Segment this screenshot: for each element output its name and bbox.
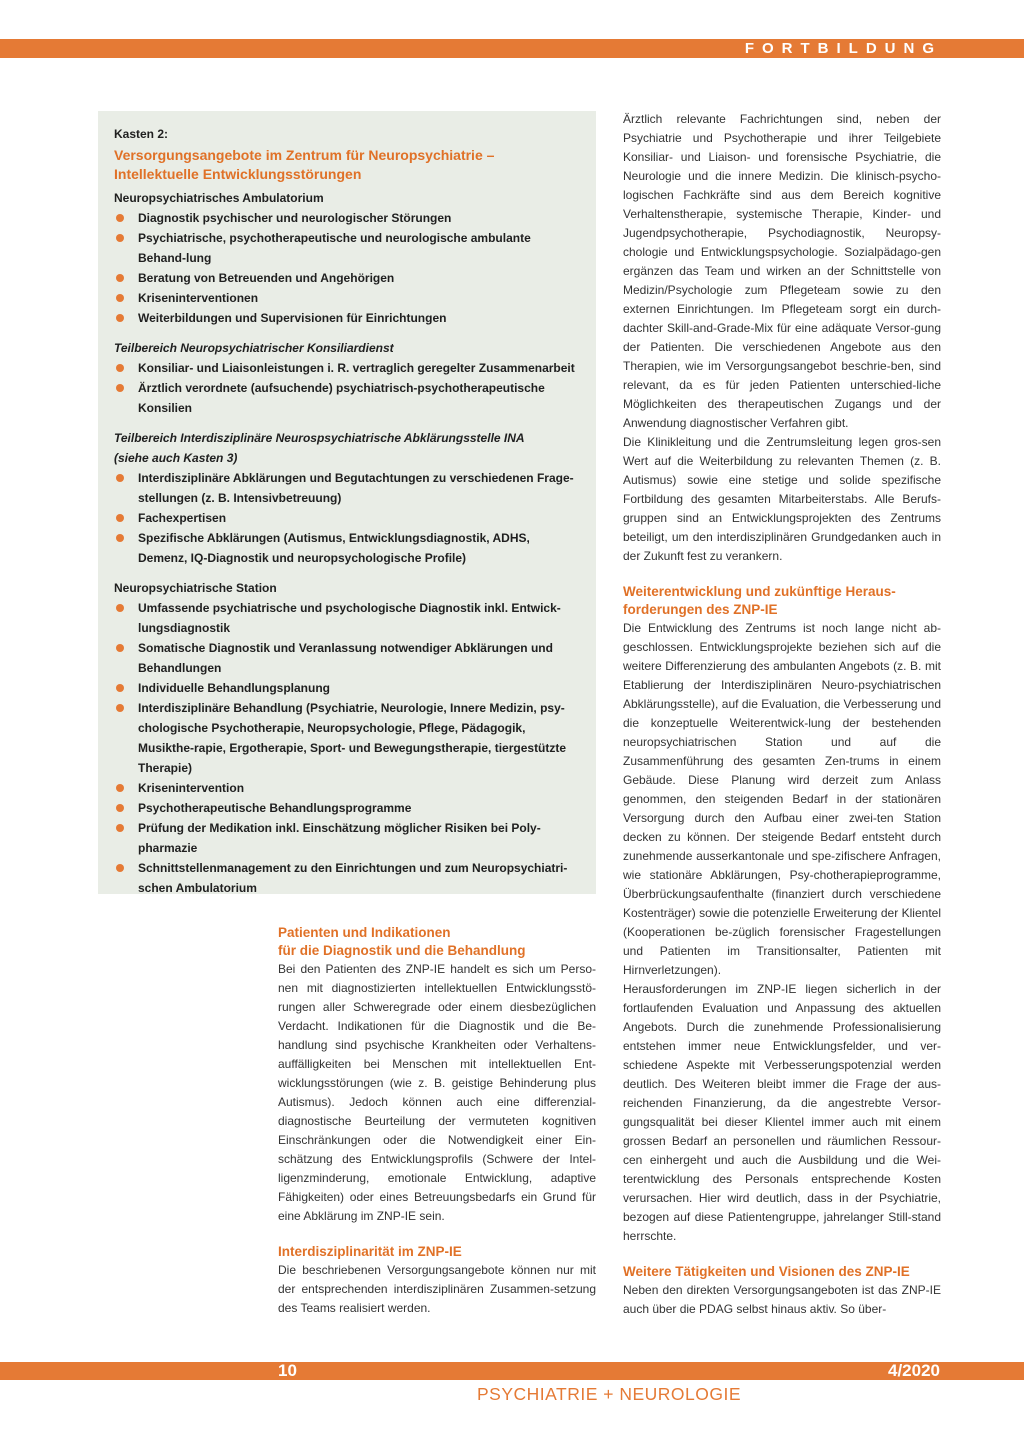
ina-heading-note: (siehe auch Kasten 3) bbox=[114, 451, 238, 465]
list-item: Somatische Diagnostik und Veranlassung notwendiger Abklärungen und Behandlungen bbox=[114, 638, 580, 678]
page-number: 10 bbox=[278, 1361, 297, 1380]
weiterentwicklung-heading: Weiterentwicklung und zukünftige Heraus- forderungen des ZNP-IE bbox=[623, 584, 896, 617]
list-item: Schnittstellenmanagement zu den Einrichtungen und zum Neuropsychiatri-schen Ambulatorium bbox=[114, 858, 580, 898]
paragraph: Herausforderungen im ZNP-IE liegen sicherlich in der fortlaufenden Evaluation und Anpassung des aktuellen Angebots. Durch die zunehmende Professionalisierung entstehen immer neue Entwicklungsfelder, und ver-schiedene Aspekte mit Verbesserungspotenzial werden deutlich. Des Weiteren bleibt immer die Frage der aus-reichenden Finanzierung, da die angestrebte Versor-gungsqualität bei dieser Klientel immer auch mit einem grossen Bedarf an personellen und räumlichen Ressour-cen einhergeht und auch die Ausbildung und die Wei-terentwicklung des Personals entsprechende Kosten verursachen. Hier wird deutlich, dass in der Psychiatrie, bezogen auf diese Patientengruppe, jahrelanger Still-stand herrschte. bbox=[623, 982, 941, 1243]
list-item: Interdisziplinäre Abklärungen und Begutachtungen zu verschiedenen Frage-stellungen (z. B. Intensivbetreuung) bbox=[114, 468, 580, 508]
patienten-paragraph: Bei den Patienten des ZNP-IE handelt es sich um Perso-nen mit diagnostizierten intellektuellen Entwicklungsstö-rungen aller Schweregrade oder einem diesbezüglichen Verdacht. Indikationen für die Diagnostik und die Be-handlung sind psychische Krankheiten oder Verhaltens-auffälligkeiten bei Menschen mit intellektuellen Ent-wicklungsstörungen (wie z. B. geistige Behinderung plus Autismus). Jedoch können auch eine differenzial-diagnostische Beurteilung der vermuteten kognitiven Einschränkungen oder die Notwendigkeit einer Ein-schätzung des Entwicklungsprofils (Schwere der Intel-ligenzminderung, emotionale Entwicklung, adaptive Fähigkeiten) oder eines Betreuungsbedarfs ein Grund für eine Abklärung im ZNP-IE sein. bbox=[278, 962, 596, 1223]
paragraph: Die Entwicklung des Zentrums ist noch lange nicht ab-geschlossen. Entwicklungsprojekte beziehen sich auf die weitere Differenzierung des ambulanten Angebots (z. B. mit Etablierung der Interdisziplinären Neuro-psychiatrischen Abklärungsstelle), auf die Evaluation, die Verbesserung und die konzeptuelle Weiterentwick-lung der bestehenden neuropsychiatrischen Station und auf die Zusammenführung des gesamten Zen-trums in einem Gebäude. Diese Planung wird derzeit zum Anlass genommen, den steigenden Bedarf in der stationären Versorgung durch den Aufbau einer zwei-ten Station decken zu können. Der steigende Bedarf entsteht durch zunehmende ausserkantonale und spe-zifischere Anfragen, wie stationäre Abklärungen, Psy-chotherapieprogramme, Überbrückungsaufenthalte (finanziert durch verschiedene Kostenträger) sowie die potenzielle Erweiterung der Klientel (Kooperationen be-züglich forensischer Fragestellungen und Patienten im Transitionsalter, Patienten mit Hirnverletzungen). bbox=[623, 621, 941, 977]
interdisziplinaritaet-heading: Interdisziplinarität im ZNP-IE bbox=[278, 1244, 462, 1259]
left-column bbox=[278, 924, 596, 1318]
list-item: Individuelle Behandlungsplanung bbox=[114, 678, 580, 698]
list-item: Fachexpertisen bbox=[114, 508, 580, 528]
list-item: Diagnostik psychischer und neurologischer Störungen bbox=[114, 208, 580, 228]
ina-list bbox=[114, 468, 580, 568]
kasten-2-box bbox=[98, 111, 596, 894]
issue-number: 4/2020 bbox=[888, 1361, 940, 1380]
right-column bbox=[623, 110, 941, 1319]
list-item: Psychotherapeutische Behandlungsprogramme bbox=[114, 798, 580, 818]
list-item: Krisenintervention bbox=[114, 778, 580, 798]
station-list bbox=[114, 598, 580, 898]
visionen-heading: Weitere Tätigkeiten und Visionen des ZNP-IE bbox=[623, 1264, 910, 1279]
paragraph: Neben den direkten Versorgungsangeboten ist das ZNP-IE auch über die PDAG selbst hinaus aktiv. So über- bbox=[623, 1283, 941, 1316]
ambulatorium-heading: Neuropsychiatrisches Ambulatorium bbox=[114, 191, 324, 205]
kasten-title: Versorgungsangebote im Zentrum für Neuropsychiatrie – Intellektuelle Entwicklungsstörungen bbox=[114, 147, 495, 182]
konsiliar-heading: Teilbereich Neuropsychiatrischer Konsiliardienst bbox=[114, 341, 394, 355]
list-item: Spezifische Abklärungen (Autismus, Entwicklungsdiagnostik, ADHS, Demenz, IQ-Diagnostik und neuropsychologische Profile) bbox=[114, 528, 580, 568]
list-item: Weiterbildungen und Supervisionen für Einrichtungen bbox=[114, 308, 580, 328]
interdisziplinaritaet-paragraph: Die beschriebenen Versorgungsangebote können nur mit der entsprechenden interdisziplinären Zusammen-setzung des Teams realisiert werden. bbox=[278, 1263, 596, 1315]
ina-heading: Teilbereich Interdisziplinäre Neurospsychiatrische Abklärungsstelle INA bbox=[114, 431, 525, 445]
konsiliar-list bbox=[114, 358, 580, 418]
section-label: FORTBILDUNG bbox=[744, 40, 942, 57]
patienten-heading: Patienten und Indikationen für die Diagnostik und die Behandlung bbox=[278, 925, 526, 958]
journal-title: PSYCHIATRIE + NEUROLOGIE bbox=[476, 1384, 742, 1404]
paragraph: Die Klinikleitung und die Zentrumsleitung legen gros-sen Wert auf die Weiterbildung zu relevanten Themen (z. B. Autismus) sowie eine stetige und solide spezifische Fortbildung des gesamten Mitarbeiterstabs. Alle Berufs-gruppen sind an Entwicklungsprojekten des Zentrums beteiligt, um den interdisziplinären Grundgedanken auch in der Zukunft fest zu verankern. bbox=[623, 435, 941, 563]
list-item: Umfassende psychiatrische und psychologische Diagnostik inkl. Entwick-lungsdiagnostik bbox=[114, 598, 580, 638]
list-item: Konsiliar- und Liaisonleistungen i. R. vertraglich geregelter Zusammenarbeit bbox=[114, 358, 580, 378]
station-heading: Neuropsychiatrische Station bbox=[114, 581, 277, 595]
list-item: Prüfung der Medikation inkl. Einschätzung möglicher Risiken bei Poly-pharmazie bbox=[114, 818, 580, 858]
list-item: Interdisziplinäre Behandlung (Psychiatrie, Neurologie, Innere Medizin, psy-chologische Psychotherapie, Neuropsychologie, Pflege, Pädagogik, Musikthe-rapie, Ergotherapie, Sport- und Bewegungstherapie, tiergestützte Therapie) bbox=[114, 698, 580, 778]
list-item: Beratung von Betreuenden und Angehörigen bbox=[114, 268, 580, 288]
paragraph: Ärztlich relevante Fachrichtungen sind, neben der Psychiatrie und Psychotherapie und ihrer Teilgebiete Konsiliar- und Liaison- und forensische Psychiatrie, die Neurologie und die innere Medizin. Die klinisch-psycho-logischen Fachkräfte sind aus dem Bereich kognitive Verhaltenstherapie, systemische Therapie, Kinder- und Jugendpsychotherapie, Psychodiagnostik, Neuropsy-chologie und Entwicklungspsychologie. Sozialpädago-gen ergänzen das Team und wirken an der Schnittstelle von Medizin/Psychologie zum Pflegeteam sowie zu den externen Einrichtungen. Im Pflegeteam sorgt ein durch-dachter Skill-and-Grade-Mix für eine adäquate Versor-gung der Patienten. Die verschiedenen Angebote aus den Therapien, wie im Versorgungsangebot beschrie-ben, sind relevant, da es für jeden Patienten unterschied-liche Möglichkeiten des therapeutischen Zugangs und der Anwendung diagnostischer Verfahren gibt. bbox=[623, 112, 941, 430]
kasten-label: Kasten 2: bbox=[114, 127, 169, 141]
list-item: Kriseninterventionen bbox=[114, 288, 580, 308]
list-item: Ärztlich verordnete (aufsuchende) psychiatrisch-psychotherapeutische Konsilien bbox=[114, 378, 580, 418]
ambulatorium-list bbox=[114, 208, 580, 328]
list-item: Psychiatrische, psychotherapeutische und neurologische ambulante Behand-lung bbox=[114, 228, 580, 268]
footer-bar bbox=[0, 1362, 1024, 1380]
